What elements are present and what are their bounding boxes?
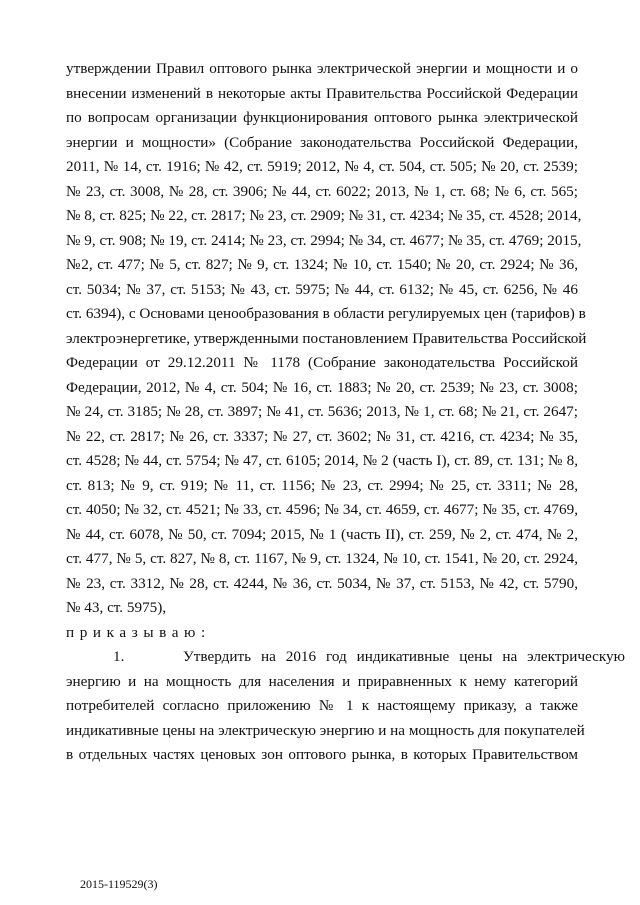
text-line: № 43, ст. 5975), — [66, 599, 167, 616]
text-line: энергии и мощности» (Собрание законодательства Российской Федерации, — [66, 133, 578, 151]
text-line: № 22, ст. 2817; № 26, ст. 3337; № 27, ст. 3602; № 31, ст. 4216, ст. 4234; № 35, — [66, 427, 578, 445]
order-heading: приказываю: — [66, 623, 211, 641]
item-text-line: в отдельных частях ценовых зон оптового рынка, в которых Правительством — [66, 746, 578, 763]
text-line: по вопросам организации функционирования оптового рынка электрической — [66, 109, 578, 126]
text-line: электроэнергетике, утвержденными постановлением Правительства Российской — [66, 329, 587, 347]
text-line: № 8, ст. 825; № 22, ст. 2817; № 23, ст. 2909; № 31, ст. 4234; № 35, ст. 4528; 2014, — [66, 207, 582, 224]
text-line: ст. 4528; № 44, ст. 5754; № 47, ст. 6105; 2014, № 2 (часть I), ст. 89, ст. 131; № 8, — [66, 452, 578, 469]
text-line: № 23, ст. 3312, № 28, ст. 4244, № 36, ст. 5034, № 37, ст. 5153, № 42, ст. 5790, — [66, 574, 578, 592]
text-line: Федерации, 2012, № 4, ст. 504; № 16, ст. 1883; № 20, ст. 2539; № 23, ст. 3008; — [66, 378, 578, 396]
document-footer-code: 2015-119529(3) — [80, 877, 158, 891]
item-1-first-line — [66, 645, 625, 670]
item-1-text: Утвердить на 2016 год индикативные цены на электрическую — [183, 648, 625, 665]
text-line: №2, ст. 477; № 5, ст. 827; № 9, ст. 1324; № 10, ст. 1540; № 20, ст. 2924; № 36, — [66, 256, 578, 273]
text-line: ст. 477, № 5, ст. 827, № 8, ст. 1167, № 9, ст. 1324, № 10, ст. 1541, № 20, ст. 2924, — [66, 550, 578, 567]
document-body — [66, 57, 625, 768]
text-line: ст. 4050; № 32, ст. 4521; № 33, ст. 4596; № 34, ст. 4659, ст. 4677; № 35, ст. 4769, — [66, 501, 578, 518]
item-text-line: энергию и на мощность для населения и приравненных к нему категорий — [66, 672, 578, 690]
item-number: 1. — [113, 648, 125, 665]
text-line: Федерации от 29.12.2011 № 1178 (Собрание законодательства Российской — [66, 354, 578, 371]
text-line: № 24, ст. 3185; № 28, ст. 3897; № 41, ст. 5636; 2013, № 1, ст. 68; № 21, ст. 2647; — [66, 403, 578, 420]
text-line: ст. 6394), с Основами ценообразования в области регулируемых цен (тарифов) в — [66, 305, 586, 322]
text-line: № 44, ст. 6078, № 50, ст. 7094; 2015, № 1 (часть II), ст. 259, № 2, ст. 474, № 2, — [66, 525, 578, 543]
text-line: № 23, ст. 3008, № 28, ст. 3906; № 44, ст. 6022; 2013, № 1, ст. 68; № 6, ст. 565; — [66, 182, 578, 200]
text-line: ст. 5034; № 37, ст. 5153; № 43, ст. 5975; № 44, ст. 6132; № 45, ст. 6256, № 46 — [66, 280, 578, 298]
item-text-line: потребителей согласно приложению № 1 к настоящему приказу, а также — [66, 697, 578, 714]
item-text-line: индикативные цены на электрическую энергию и на мощность для покупателей — [66, 721, 585, 739]
text-line: утверждении Правил оптового рынка электрической энергии и мощности и о — [66, 60, 578, 77]
text-line: внесении изменений в некоторые акты Правительства Российской Федерации — [66, 84, 578, 102]
text-line: 2011, № 14, ст. 1916; № 42, ст. 5919; 2012, № 4, ст. 504, ст. 505; № 20, ст. 2539; — [66, 158, 578, 175]
text-line: № 9, ст. 908; № 19, ст. 2414; № 23, ст. 2994; № 34, ст. 4677; № 35, ст. 4769; 2015, — [66, 231, 582, 249]
text-line: ст. 813; № 9, ст. 919; № 11, ст. 1156; № 23, ст. 2994; № 25, ст. 3311; № 28, — [66, 476, 578, 494]
